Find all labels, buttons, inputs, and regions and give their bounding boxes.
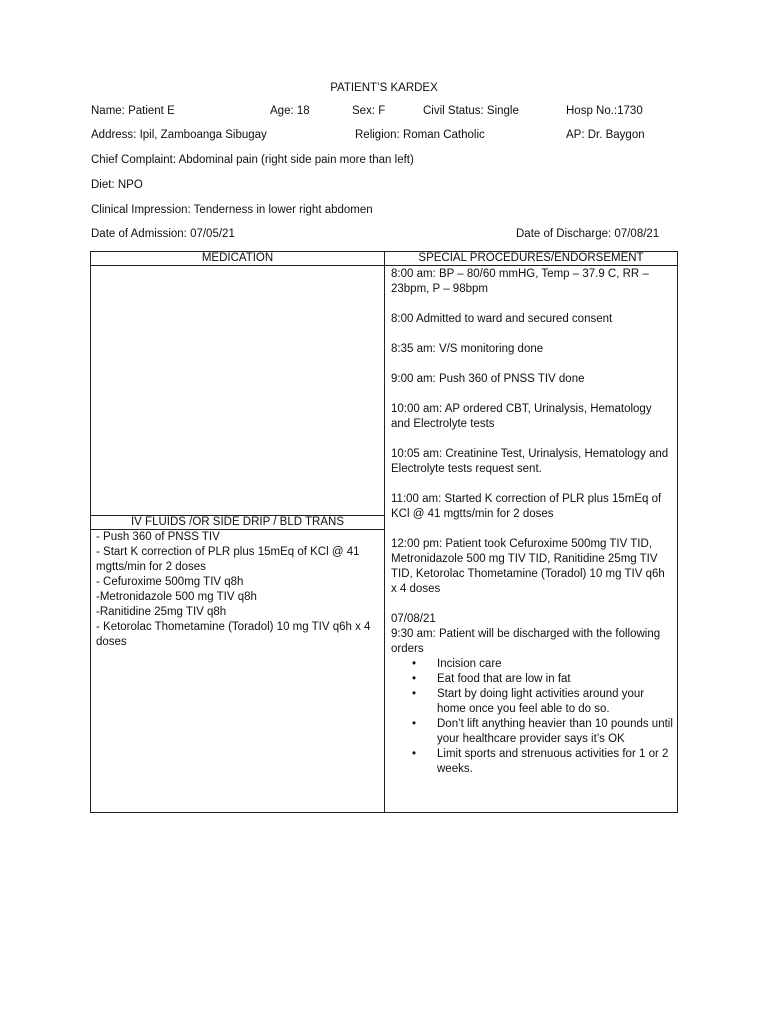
diet: Diet: NPO (91, 179, 143, 191)
special-procedures-header: SPECIAL PROCEDURES/ENDORSEMENT (418, 252, 644, 264)
list-item: 12:00 pm: Patient took Cefuroxime 500mg TIV TID, Metronidazole 500 mg TIV TID, Ranitidine 25mg TIV TID, Ketorolac Thometamine (Toradol) 10 mg TIV q6h x 4 doses (391, 538, 665, 595)
column-divider (384, 252, 385, 813)
list-item: 9:00 am: Push 360 of PNSS TIV done (391, 373, 585, 385)
list-item (391, 687, 673, 717)
list-item: - Start K correction of PLR plus 15mEq of KCl @ 41 mgtts/min for 2 doses (96, 546, 360, 573)
bullet-icon: • (412, 688, 417, 700)
endorsement-list (391, 267, 673, 777)
bullet-icon: • (412, 718, 417, 730)
list-item: - Ketorolac Thometamine (Toradol) 10 mg TIV q6h x 4 doses (96, 621, 371, 648)
list-item: - Push 360 of PNSS TIV (96, 531, 220, 543)
list-item: -Metronidazole 500 mg TIV q8h (96, 591, 257, 603)
discharge-orders (391, 657, 673, 777)
patient-age: Age: 18 (270, 105, 310, 117)
patient-hosp-no: Hosp No.:1730 (566, 105, 643, 117)
discharge-order-text: Limit sports and strenuous activities for 1 or 2 weeks. (437, 748, 669, 775)
discharge-order-text: Eat food that are low in fat (437, 673, 571, 685)
patient-address: Address: Ipil, Zamboanga Sibugay (91, 129, 267, 141)
patient-name: Name: Patient E (91, 105, 175, 117)
list-item: 8:35 am: V/S monitoring done (391, 343, 544, 355)
patient-civil-status: Civil Status: Single (423, 105, 519, 117)
patient-ap: AP: Dr. Baygon (566, 129, 645, 141)
clinical-impression: Clinical Impression: Tenderness in lower right abdomen (91, 204, 373, 216)
list-item: 11:00 am: Started K correction of PLR plus 15mEq of KCl @ 41 mgtts/min for 2 doses (391, 493, 662, 520)
discharge-intro: 9:30 am: Patient will be discharged with the following orders (391, 628, 661, 655)
list-item (391, 717, 673, 747)
iv-fluids-list (96, 530, 380, 650)
date-of-admission: Date of Admission: 07/05/21 (91, 228, 235, 240)
patient-sex: Sex: F (352, 105, 386, 117)
chief-complaint: Chief Complaint: Abdominal pain (right side pain more than left) (91, 154, 414, 166)
list-item: -Ranitidine 25mg TIV q8h (96, 606, 227, 618)
discharge-order-text: Incision care (437, 658, 502, 670)
bullet-icon: • (412, 673, 417, 685)
page-title: PATIENT’S KARDEX (330, 82, 438, 94)
list-item (391, 657, 673, 672)
iv-fluids-header: IV FLUIDS /OR SIDE DRIP / BLD TRANS (130, 516, 344, 528)
list-item: - Cefuroxime 500mg TIV q8h (96, 576, 244, 588)
list-item (391, 747, 673, 777)
list-item: 8:00 Admitted to ward and secured consent (391, 313, 613, 325)
bullet-icon: • (412, 748, 417, 760)
list-item: 8:00 am: BP – 80/60 mmHG, Temp – 37.9 C, RR – 23bpm, P – 98bpm (391, 268, 649, 295)
bullet-icon: • (412, 658, 417, 670)
kardex-table (90, 251, 678, 813)
list-item (391, 672, 673, 687)
medication-header: MEDICATION (201, 252, 274, 264)
discharge-date: 07/08/21 (391, 613, 436, 625)
patient-religion: Religion: Roman Catholic (355, 129, 485, 141)
list-item: 10:00 am: AP ordered CBT, Urinalysis, Hematology and Electrolyte tests (391, 403, 652, 430)
date-of-discharge: Date of Discharge: 07/08/21 (516, 228, 660, 240)
discharge-order-text: Don’t lift anything heavier than 10 pounds until your healthcare provider says it’s OK (437, 718, 673, 745)
discharge-order-text: Start by doing light activities around your home once you feel able to do so. (437, 688, 645, 715)
list-item: 10:05 am: Creatinine Test, Urinalysis, Hematology and Electrolyte tests request sent. (391, 448, 669, 475)
